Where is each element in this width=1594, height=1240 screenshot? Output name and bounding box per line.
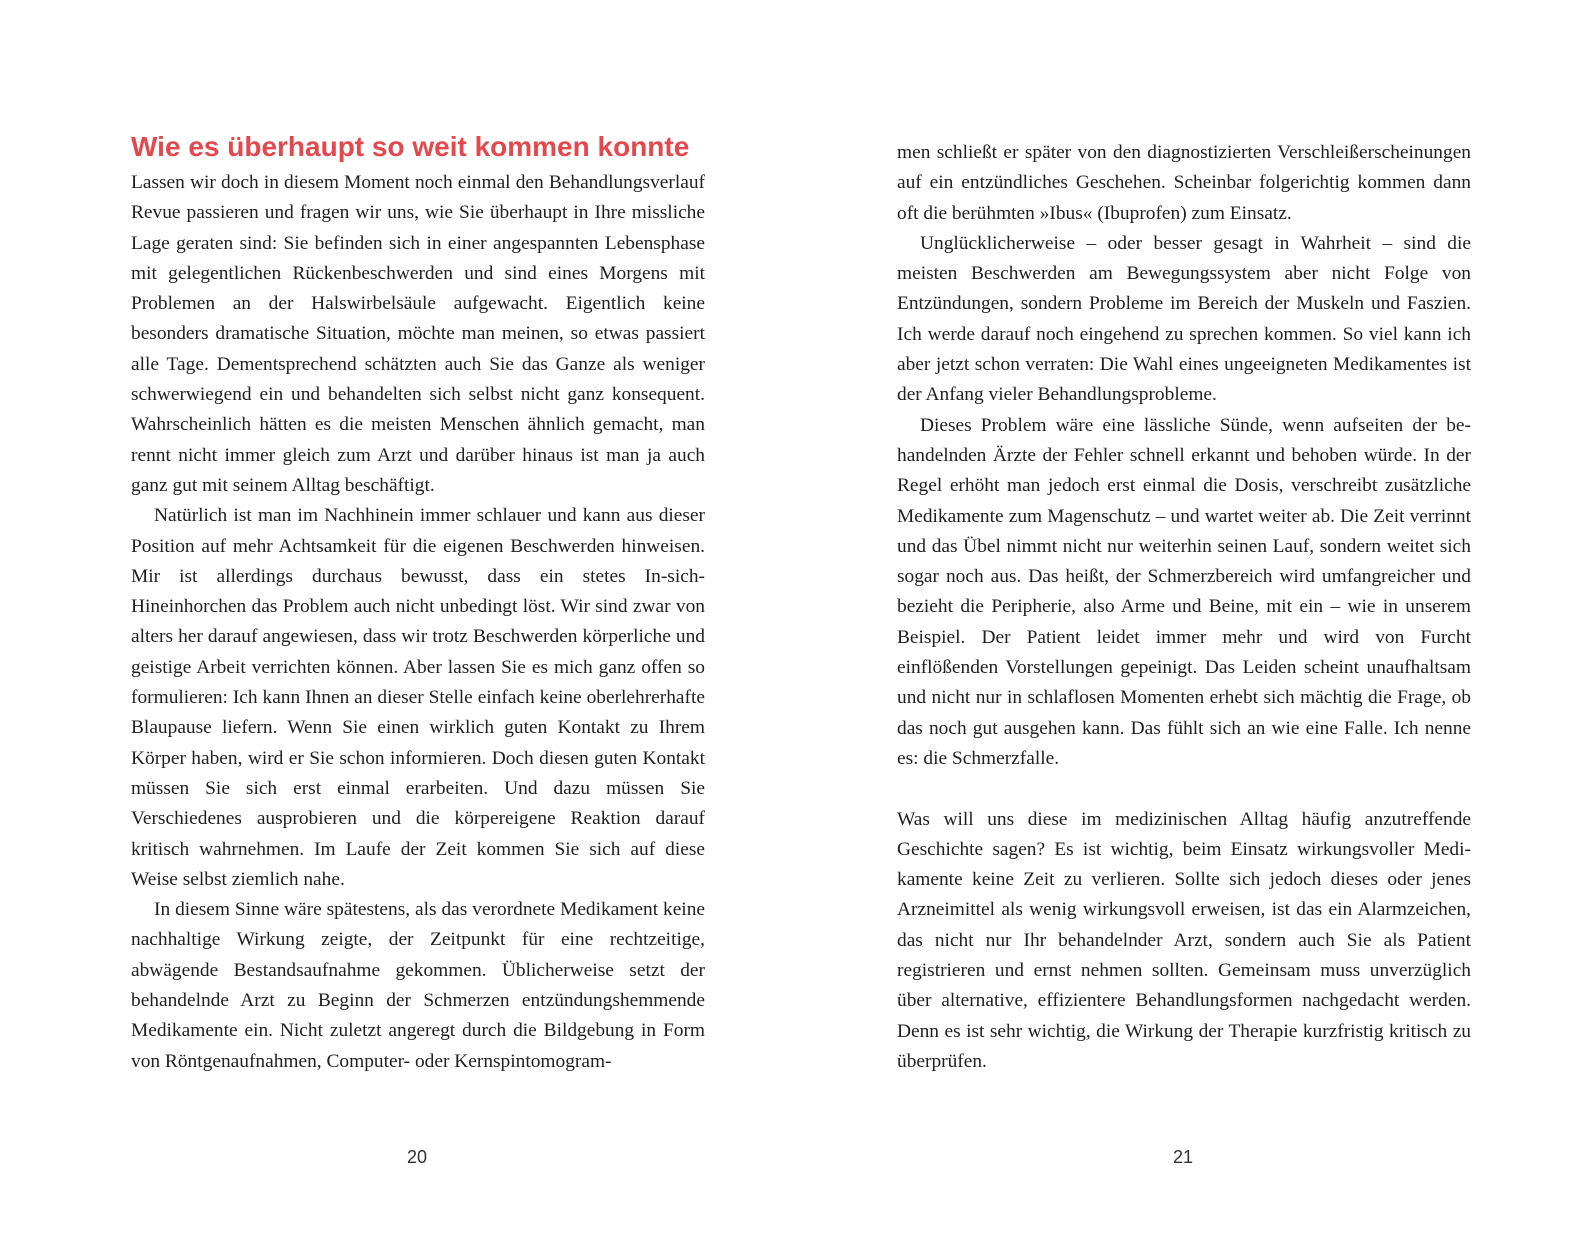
right-page <box>797 0 1594 1240</box>
paragraph: Unglücklicherweise – oder besser gesagt in Wahrheit – sind die meisten Beschwerden am Bewegungssystem aber nicht Folge von Entzündungen, sondern Probleme im Bereich der Muskeln und Faszien. Ich werde darauf noch eingehend zu sprechen kommen. So viel kann ich aber jetzt schon verraten: Die Wahl eines ungeeigneten Medikamentes ist der Anfang vieler Behandlungsprobleme. <box>897 232 1471 406</box>
paragraph: Lassen wir doch in diesem Moment noch einmal den Behandlungsverlauf Revue passieren und fragen wir uns, wie Sie überhaupt in Ihre missliche Lage geraten sind: Sie befinden sich in einer angespannten Lebensphase mit gelegentlichen Rückenbeschwerden und sind eines Morgens mit Problemen an der Halswirbelsäule aufgewacht. Eigentlich keine besonders dramatische Situation, möchte man meinen, so etwas passiert alle Tage. Dementsprechend schätzten auch Sie das Ganze als weniger schwerwiegend ein und behandelten sich selbst nicht ganz konsequent. Wahrscheinlich hätten es die meisten Menschen ähnlich gemacht, man rennt nicht immer gleich zum Arzt und darüber hinaus ist man ja auch ganz gut mit seinem Alltag beschäftigt. <box>131 172 705 496</box>
paragraph: In diesem Sinne wäre spätestens, als das verordnete Medikament keine nachhaltige Wirkung zeigte, der Zeitpunkt für eine rechtzeitige, abwägende Bestandsaufnahme gekommen. Üblicherweise setzt der behandelnde Arzt zu Beginn der Schmerzen entzündungshemmende Medikamente ein. Nicht zuletzt angeregt durch die Bildgebung in Form von Röntgenaufnahmen, Computer- oder Kernspintomogram- <box>131 899 705 1072</box>
page-number: 20 <box>406 1147 428 1167</box>
paragraph: Dieses Problem wäre eine lässliche Sünde, wenn aufseiten der behandelnden Ärzte der Fehler schnell erkannt und behoben würde. In der Regel erhöht man jedoch erst einmal die Dosis, verschreibt zusätzliche Medikamente zum Magenschutz – und wartet weiter ab. Die Zeit verrinnt und das Übel nimmt nicht nur weiterhin seinen Lauf, sondern weitet sich sogar noch aus. Das heißt, der Schmerzbereich wird umfangreicher und bezieht die Peripherie, also Arme und Beine, mit ein – wie in unserem Beispiel. Der Patient leidet immer mehr und wird von Furcht einflößenden Vorstellungen gepeinigt. Das Leiden scheint unaufhaltsam und nicht nur in schlaflosen Momenten erhebt sich mächtig die Frage, ob das noch gut ausgehen kann. Das fühlt sich an wie eine Falle. Ich nenne es: die Schmerzfalle. <box>897 414 1471 769</box>
left-body-text <box>131 168 705 1077</box>
page-number: 21 <box>1172 1147 1194 1167</box>
paragraph: men schließt er später von den diagnostizierten Verschleißerscheinungen auf ein entzündliches Geschehen. Scheinbar folgerichtig kommen dann oft die berühmten »Ibus« (Ibuprofen) zum Einsatz. <box>897 142 1471 224</box>
section-heading: Wie es überhaupt so weit kommen konnte <box>131 131 690 162</box>
paragraph: Natürlich ist man im Nachhinein immer schlauer und kann aus dieser Position auf mehr Achtsamkeit für die eigenen Beschwerden hinweisen. Mir ist allerdings durchaus bewusst, dass ein stetes In-sich-Hineinhorchen das Problem auch nicht unbedingt löst. Wir sind zwar von alters her darauf angewiesen, dass wir trotz Beschwerden körperliche und geistige Arbeit verrichten können. Aber lassen Sie es mich ganz offen so formulieren: Ich kann Ihnen an dieser Stelle einfach keine oberlehrerhafte Blaupause liefern. Wenn Sie einen wirklich guten Kontakt zu Ihrem Körper haben, wird er Sie schon informieren. Doch diesen guten Kontakt müssen Sie sich erst einmal erarbeiten. Und dazu müssen Sie Verschiedenes ausprobieren und die körpereigene Reaktion darauf kritisch wahrnehmen. Im Laufe der Zeit kommen Sie sich auf diese Weise selbst ziemlich nahe. <box>131 505 705 890</box>
right-body-text <box>897 138 1471 1077</box>
paragraph: Was will uns diese im medizinischen Alltag häufig anzutreffende Geschichte sagen? Es ist wichtig, beim Einsatz wirkungsvoller Medikamente keine Zeit zu verlieren. Sollte sich jedoch dieses oder jenes Arzneimittel als wenig wirkungsvoll erweisen, ist das ein Alarmzeichen, das nicht nur Ihr behandelnder Arzt, sondern auch Sie als Patient registrieren und ernst nehmen sollten. Gemeinsam muss unverzüglich über alternative, effizientere Behandlungsformen nachgedacht werden. Denn es ist sehr wichtig, die Wirkung der Therapie kurzfristig kritisch zu überprüfen. <box>897 808 1471 1072</box>
